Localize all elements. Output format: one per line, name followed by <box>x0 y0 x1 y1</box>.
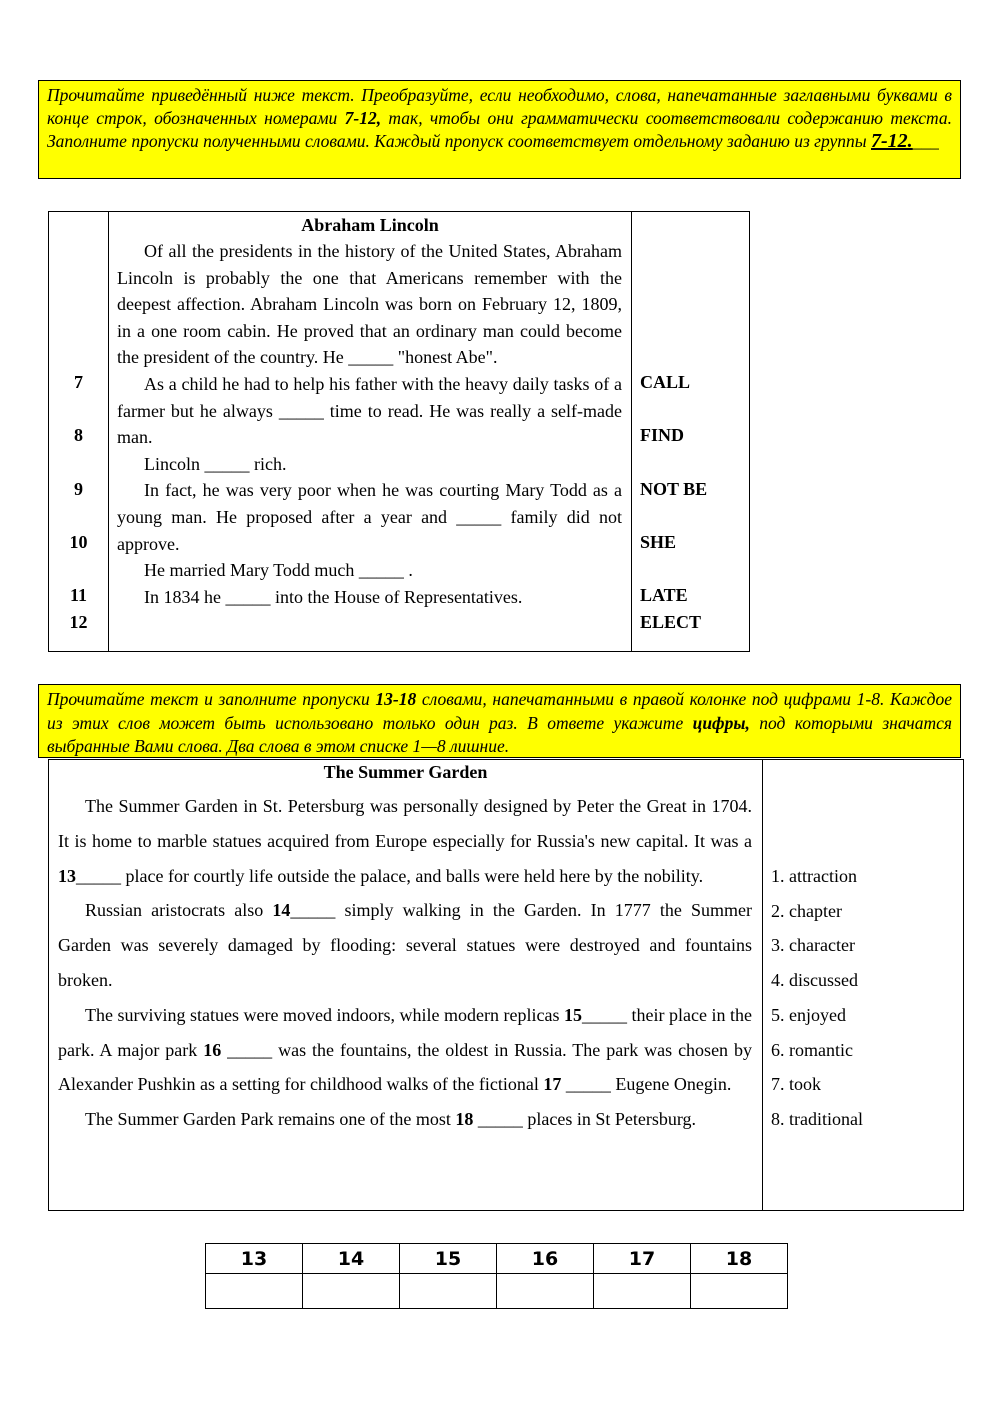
answer-grid <box>205 1243 788 1309</box>
summer-garden-table <box>48 759 964 1211</box>
answer-cell[interactable] <box>691 1274 788 1309</box>
question-number: 10 <box>69 532 88 552</box>
word-option: 4. discussed <box>771 970 858 991</box>
column-divider <box>631 212 632 651</box>
task1-text-1: Прочитайте приведённый ниже текст. Преобразуйте, если необходимо, слова, напечатанные заглавными буквами в конце строк, обозначенных номерами <box>47 85 952 128</box>
text-run: _____ place for courtly life outside the palace, and balls were held here by the nobility. <box>76 865 704 886</box>
word-option: 7. took <box>771 1074 822 1095</box>
lincoln-paragraph-2: As a child he had to help his father with the heavy daily tasks of a farmer but he always _____ time to read. He was really a self-made man. <box>117 373 622 448</box>
garden-paragraph-1 <box>58 789 752 893</box>
task2-range: 13-18 <box>375 689 417 709</box>
keyword: CALL <box>640 372 691 392</box>
task2-instructions <box>38 684 961 758</box>
task1-tail: ___ <box>912 131 939 151</box>
gap-number-15: 15 <box>564 1004 582 1025</box>
lincoln-paragraph-1: Of all the presidents in the history of the United States, Abraham Lincoln is probably the one that Americans remember with the deepest affection. Abraham Lincoln was born on February 12, 1809, in a one room cabin. He proved that an ordinary man could become the president of the country. He _____ "honest Abe". <box>117 241 622 368</box>
text-run: _____ their place in the park. A major park <box>58 1004 752 1060</box>
keyword: FIND <box>640 425 684 445</box>
question-number: 11 <box>69 585 87 605</box>
text-run: _____ Eugene Onegin. <box>561 1074 732 1095</box>
answer-cell[interactable] <box>594 1274 691 1309</box>
answer-cell[interactable] <box>400 1274 497 1309</box>
gap-number-17: 17 <box>543 1074 562 1095</box>
text-run: The Summer Garden in St. Petersburg was personally designed by Peter the Great in 1704. It is home to marble statues acquired from Europe especially for Russia's new capital. It was a <box>58 796 752 851</box>
answer-grid-row <box>206 1274 788 1309</box>
answer-cell[interactable] <box>303 1274 400 1309</box>
answer-header: 16 <box>497 1244 594 1274</box>
task1-instructions <box>38 80 961 179</box>
keyword: NOT BE <box>640 479 708 499</box>
text-run: _____ was the fountains, the oldest in Russia. The park was chosen by Alexander Pushkin as a setting for childhood walks of the fictional <box>58 1039 752 1095</box>
lincoln-paragraph-4: In fact, he was very poor when he was courting Mary Todd as a young man. He proposed after a year and _____ family did not approve. <box>117 480 622 554</box>
task1-range-1: 7-12, <box>344 108 382 128</box>
garden-paragraph-3 <box>58 998 752 1102</box>
answer-header: 17 <box>594 1244 691 1274</box>
lincoln-paragraph-6: In 1834 he _____ into the House of Representatives. <box>144 586 523 607</box>
word-option: 6. romantic <box>771 1039 853 1060</box>
keyword: SHE <box>640 532 677 552</box>
word-option: 3. character <box>771 935 855 956</box>
word-option: 8. traditional <box>771 1108 863 1129</box>
answer-header: 13 <box>206 1244 303 1274</box>
task1-text-2: так, чтобы они грамматически соответствовали содержанию текста. Заполните пропуски полученными словами. Каждый пропуск соответствует отдельному заданию из группы <box>47 108 953 151</box>
task2-text-3: под которыми значатся выбранные Вами слова. Два слова в этом списке 1—8 лишние. <box>47 712 952 756</box>
question-number: 7 <box>74 372 83 392</box>
gap-number-14: 14 <box>272 900 291 921</box>
text-run: The surviving statues were moved indoors, while modern replicas <box>85 1004 564 1025</box>
word-options-list <box>771 859 863 1137</box>
lincoln-title: Abraham Lincoln <box>301 215 439 235</box>
lincoln-paragraph-5: He married Mary Todd much _____ . <box>144 560 413 581</box>
answer-header: 14 <box>303 1244 400 1274</box>
task2-text-1: Прочитайте текст и заполните пропуски <box>47 689 376 709</box>
lincoln-text <box>117 238 622 610</box>
garden-paragraph-4 <box>58 1102 752 1137</box>
task2-text-2: словами, напечатанными в правой колонке под цифрами 1-8. Каждое из этих слов может быть использовано только один раз. В ответе укажите <box>47 689 952 733</box>
question-number: 12 <box>69 612 88 632</box>
lincoln-table <box>48 211 750 652</box>
question-number: 9 <box>74 479 83 499</box>
keyword: ELECT <box>640 612 702 632</box>
garden-title: The Summer Garden <box>323 762 488 782</box>
gap-number-13: 13 <box>58 865 76 886</box>
task2-emphasis: цифры, <box>692 712 750 733</box>
text-run: The Summer Garden Park remains one of the most <box>85 1109 456 1130</box>
text-run: _____ places in St Petersburg. <box>473 1109 697 1130</box>
word-option: 5. enjoyed <box>771 1004 846 1025</box>
gap-number-16: 16 <box>203 1039 222 1060</box>
lincoln-paragraph-3: Lincoln _____ rich. <box>144 453 287 474</box>
answer-cell[interactable] <box>206 1274 303 1309</box>
answer-cell[interactable] <box>497 1274 594 1309</box>
answer-grid-header <box>206 1244 788 1274</box>
word-option: 1. attraction <box>771 866 857 886</box>
word-option: 2. chapter <box>771 900 842 921</box>
task1-range-2: 7-12. <box>871 130 913 152</box>
answer-header: 15 <box>400 1244 497 1274</box>
garden-paragraph-2 <box>58 893 752 997</box>
question-number: 8 <box>74 425 83 445</box>
keyword: LATE <box>640 585 688 605</box>
text-run: _____ simply walking in the Garden. In 1777 the Summer Garden was severely damaged by flooding: several statues were destroyed and fountains broken. <box>58 900 752 990</box>
gap-number-18: 18 <box>455 1109 474 1130</box>
answer-header: 18 <box>691 1244 788 1274</box>
text-run: Russian aristocrats also <box>85 900 273 921</box>
column-divider <box>108 212 109 651</box>
column-divider <box>762 760 763 1210</box>
garden-text <box>58 789 752 1137</box>
